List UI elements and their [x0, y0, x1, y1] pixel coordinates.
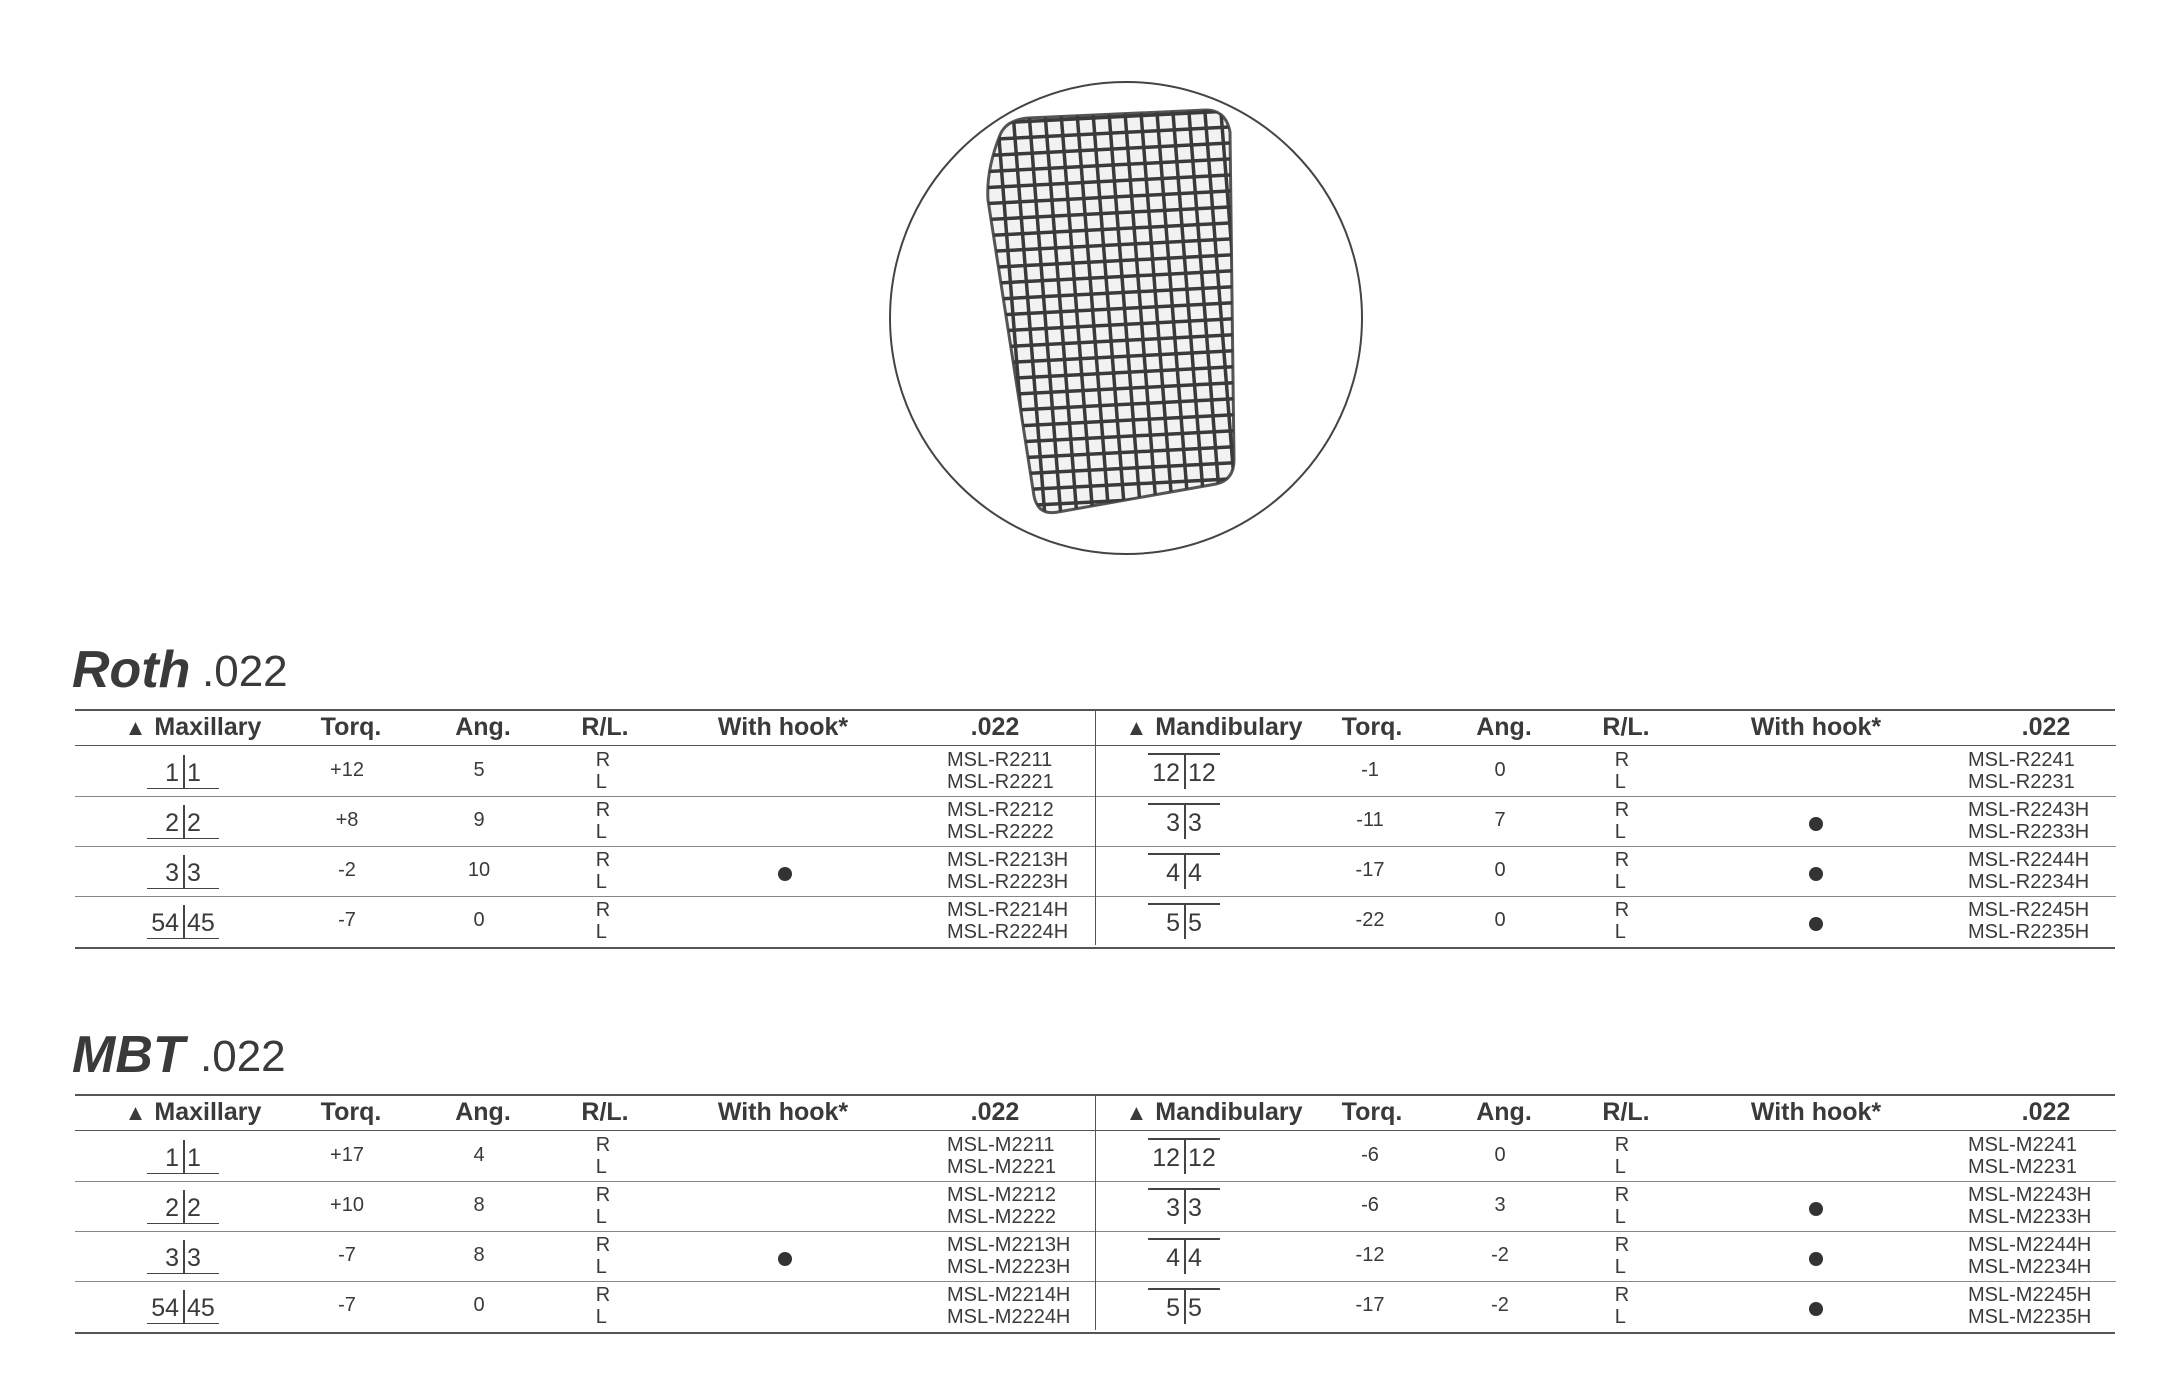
side-right: R — [595, 799, 611, 821]
side-left: L — [595, 1206, 607, 1228]
side-right: R — [1614, 749, 1630, 771]
side-rl — [596, 849, 610, 893]
tooth-number-right: 3 — [1188, 809, 1202, 837]
column-header: .022 — [970, 1098, 1020, 1126]
product-code-left: MSL-R2233H — [1968, 821, 2090, 843]
product-code-left: MSL-M2222 — [947, 1206, 1056, 1228]
product-code-left: MSL-R2231 — [1968, 771, 2075, 793]
side-left: L — [595, 821, 607, 843]
side-rl — [1615, 749, 1629, 793]
column-header: Torq. — [1341, 1098, 1403, 1126]
angulation-value: 0 — [473, 909, 485, 931]
column-header: R/L. — [581, 1098, 629, 1126]
tooth-number-left: 3 — [1166, 809, 1180, 837]
tooth-number — [1148, 753, 1220, 789]
torque-value: +8 — [335, 809, 359, 831]
system-name: MBT — [72, 1026, 185, 1084]
product-code-right: MSL-M2211 — [947, 1134, 1055, 1156]
product-code-right: MSL-M2212 — [947, 1184, 1056, 1206]
tooth-number — [1148, 1188, 1220, 1224]
product-codes — [947, 749, 1054, 793]
side-rl — [1615, 799, 1629, 843]
column-header — [1125, 713, 1302, 742]
tooth-number-left: 1 — [165, 1144, 179, 1172]
table-row — [75, 1232, 1095, 1282]
product-code-left: MSL-M2231 — [1968, 1156, 2077, 1178]
product-codes — [947, 1134, 1056, 1178]
angulation-value: 7 — [1494, 809, 1506, 831]
angulation-value: 5 — [473, 759, 485, 781]
angulation-value: 4 — [473, 1144, 485, 1166]
column-header: R/L. — [1602, 1098, 1650, 1126]
maxillary-table — [75, 709, 1095, 945]
tooth-number-right: 4 — [1188, 1244, 1202, 1272]
side-right: R — [1614, 1184, 1630, 1206]
tooth-number-right: 5 — [1188, 909, 1202, 937]
table-header — [75, 1094, 1095, 1131]
column-header: Ang. — [455, 713, 511, 741]
tooth-number — [147, 853, 219, 889]
column-header-label: Mandibulary — [1155, 1098, 1303, 1126]
side-right: R — [595, 1234, 611, 1256]
side-right: R — [1614, 799, 1630, 821]
side-rl — [596, 899, 610, 943]
product-codes — [1968, 849, 2089, 893]
product-code-left: MSL-R2234H — [1968, 871, 2090, 893]
tooth-number-left: 4 — [1166, 859, 1180, 887]
side-right: R — [595, 1134, 611, 1156]
system-name: Roth — [72, 641, 191, 699]
side-right: R — [1614, 899, 1630, 921]
angulation-value: -2 — [1491, 1294, 1509, 1316]
tooth-number-left: 3 — [165, 859, 179, 887]
tooth-number — [1148, 903, 1220, 939]
torque-value: -17 — [1355, 1294, 1385, 1316]
side-left: L — [595, 871, 607, 893]
side-rl — [596, 1134, 610, 1178]
tooth-number-left: 54 — [151, 1294, 179, 1322]
column-header: R/L. — [581, 713, 629, 741]
maxillary-table — [75, 1094, 1095, 1330]
column-header: Torq. — [320, 713, 382, 741]
angulation-value: 8 — [473, 1244, 485, 1266]
side-rl — [596, 1284, 610, 1328]
product-codes — [947, 1284, 1070, 1328]
product-code-right: MSL-R2243H — [1968, 799, 2090, 821]
triangle-up-icon: ▲ — [124, 715, 147, 740]
tooth-number-left: 2 — [165, 1194, 179, 1222]
product-codes — [1968, 1184, 2091, 1228]
product-code-left: MSL-M2224H — [947, 1306, 1071, 1328]
angulation-value: -2 — [1491, 1244, 1509, 1266]
side-left: L — [595, 771, 607, 793]
product-code-left: MSL-R2223H — [947, 871, 1069, 893]
side-rl — [1615, 899, 1629, 943]
tooth-number — [147, 1288, 219, 1324]
product-code-right: MSL-R2211 — [947, 749, 1053, 771]
angulation-value: 0 — [1494, 909, 1506, 931]
tooth-number — [1148, 853, 1220, 889]
product-code-left: MSL-R2224H — [947, 921, 1069, 943]
product-codes — [947, 1184, 1056, 1228]
side-left: L — [1614, 1206, 1626, 1228]
tooth-number-right: 1 — [187, 1144, 201, 1172]
tooth-number-right: 2 — [187, 809, 201, 837]
product-code-right: MSL-R2212 — [947, 799, 1054, 821]
torque-value: -22 — [1355, 909, 1385, 931]
side-rl — [1615, 1284, 1629, 1328]
angulation-value: 10 — [467, 859, 491, 881]
angulation-value: 0 — [1494, 859, 1506, 881]
tooth-number-right: 5 — [1188, 1294, 1202, 1322]
side-left: L — [595, 921, 607, 943]
torque-value: -7 — [338, 1294, 356, 1316]
tooth-number-right: 45 — [187, 909, 215, 937]
side-left: L — [1614, 871, 1626, 893]
tooth-number-left: 5 — [1166, 1294, 1180, 1322]
table-row — [75, 747, 1095, 797]
side-right: R — [595, 1284, 611, 1306]
table-row — [75, 797, 1095, 847]
side-left: L — [1614, 1306, 1626, 1328]
mandibulary-table — [1095, 709, 2116, 945]
product-code-right: MSL-R2241 — [1968, 749, 2075, 771]
filled-dot-icon — [1809, 1202, 1823, 1216]
tooth-number-right: 3 — [1188, 1194, 1202, 1222]
tooth-number — [147, 753, 219, 789]
product-code-right: MSL-R2244H — [1968, 849, 2090, 871]
tooth-number-right: 12 — [1188, 759, 1216, 787]
side-rl — [1615, 849, 1629, 893]
tooth-number-right: 4 — [1188, 859, 1202, 887]
bracket-mesh-pad-figure — [888, 80, 1364, 556]
table-row — [1096, 1132, 2116, 1182]
product-code-left: MSL-M2234H — [1968, 1256, 2092, 1278]
tooth-number — [147, 1238, 219, 1274]
torque-value: -7 — [338, 909, 356, 931]
side-left: L — [595, 1306, 607, 1328]
column-header — [1125, 1098, 1302, 1127]
column-header: R/L. — [1602, 713, 1650, 741]
tooth-number-left: 12 — [1152, 759, 1180, 787]
side-rl — [596, 1184, 610, 1228]
angulation-value: 3 — [1494, 1194, 1506, 1216]
side-left: L — [1614, 821, 1626, 843]
tooth-number-right: 1 — [187, 759, 201, 787]
filled-dot-icon — [778, 867, 792, 881]
side-right: R — [1614, 1284, 1630, 1306]
table-header — [75, 709, 1095, 746]
slot-size: .022 — [202, 647, 288, 696]
column-header: .022 — [2021, 713, 2071, 741]
side-rl — [1615, 1134, 1629, 1178]
table-row — [1096, 747, 2116, 797]
table-row — [1096, 797, 2116, 847]
tooth-number-left: 12 — [1152, 1144, 1180, 1172]
torque-value: -7 — [338, 1244, 356, 1266]
section-title — [72, 635, 2114, 705]
side-right: R — [595, 749, 611, 771]
table-row — [75, 897, 1095, 946]
angulation-value: 8 — [473, 1194, 485, 1216]
tooth-number-left: 3 — [1166, 1194, 1180, 1222]
tooth-number-left: 1 — [165, 759, 179, 787]
side-right: R — [1614, 1134, 1630, 1156]
product-code-right: MSL-M2241 — [1968, 1134, 2077, 1156]
side-left: L — [595, 1256, 607, 1278]
column-header: Torq. — [320, 1098, 382, 1126]
product-code-right: MSL-R2213H — [947, 849, 1069, 871]
column-header: With hook* — [717, 713, 849, 741]
torque-value: -12 — [1355, 1244, 1385, 1266]
column-header: Ang. — [1476, 1098, 1532, 1126]
side-right: R — [1614, 849, 1630, 871]
mandibulary-table — [1095, 1094, 2116, 1330]
side-rl — [596, 799, 610, 843]
table-row — [75, 1132, 1095, 1182]
table-row — [1096, 1232, 2116, 1282]
tooth-number — [147, 1138, 219, 1174]
column-header: .022 — [970, 713, 1020, 741]
roth-section — [72, 635, 2114, 943]
table-header — [1096, 709, 2116, 746]
column-header — [125, 1098, 262, 1127]
tooth-number — [1148, 1138, 1220, 1174]
product-codes — [1968, 1284, 2091, 1328]
torque-value: +17 — [330, 1144, 364, 1166]
angulation-value: 0 — [1494, 759, 1506, 781]
triangle-up-icon: ▲ — [1125, 715, 1148, 740]
side-rl — [1615, 1184, 1629, 1228]
product-code-left: MSL-M2223H — [947, 1256, 1071, 1278]
tooth-number-left: 5 — [1166, 909, 1180, 937]
side-right: R — [595, 1184, 611, 1206]
column-header-label: Mandibulary — [1155, 713, 1303, 741]
product-codes — [1968, 1134, 2077, 1178]
torque-value: -17 — [1355, 859, 1385, 881]
product-code-left: MSL-M2221 — [947, 1156, 1056, 1178]
tooth-number-left: 4 — [1166, 1244, 1180, 1272]
tooth-number-left: 2 — [165, 809, 179, 837]
side-right: R — [1614, 1234, 1630, 1256]
tooth-number-right: 3 — [187, 859, 201, 887]
torque-value: +12 — [330, 759, 364, 781]
tooth-number — [1148, 803, 1220, 839]
tooth-number-right: 3 — [187, 1244, 201, 1272]
side-left: L — [1614, 1256, 1626, 1278]
product-code-left: MSL-R2221 — [947, 771, 1054, 793]
side-left: L — [595, 1156, 607, 1178]
mbt-section — [72, 1020, 2114, 1328]
tooth-number — [147, 1188, 219, 1224]
triangle-up-icon: ▲ — [1125, 1100, 1148, 1125]
product-code-right: MSL-M2244H — [1968, 1234, 2092, 1256]
section-title — [72, 1020, 2114, 1090]
table-row — [1096, 1182, 2116, 1232]
angulation-value: 9 — [473, 809, 485, 831]
column-header — [125, 713, 262, 742]
torque-value: -2 — [338, 859, 356, 881]
tooth-number — [1148, 1288, 1220, 1324]
tooth-number-right: 45 — [187, 1294, 215, 1322]
side-rl — [1615, 1234, 1629, 1278]
filled-dot-icon — [1809, 1252, 1823, 1266]
product-code-right: MSL-M2243H — [1968, 1184, 2092, 1206]
side-left: L — [1614, 1156, 1626, 1178]
product-code-left: MSL-M2235H — [1968, 1306, 2092, 1328]
column-header: .022 — [2021, 1098, 2071, 1126]
side-right: R — [595, 899, 611, 921]
tooth-number — [1148, 1238, 1220, 1274]
triangle-up-icon: ▲ — [124, 1100, 147, 1125]
product-codes — [1968, 749, 2075, 793]
column-header: With hook* — [1750, 713, 1882, 741]
side-left: L — [1614, 771, 1626, 793]
side-rl — [596, 1234, 610, 1278]
table-row — [1096, 897, 2116, 946]
side-right: R — [595, 849, 611, 871]
product-code-right: MSL-R2245H — [1968, 899, 2090, 921]
filled-dot-icon — [1809, 817, 1823, 831]
angulation-value: 0 — [1494, 1144, 1506, 1166]
torque-value: -6 — [1361, 1144, 1379, 1166]
table-row — [1096, 1282, 2116, 1331]
tooth-number — [147, 903, 219, 939]
tooth-number — [147, 803, 219, 839]
filled-dot-icon — [778, 1252, 792, 1266]
product-code-right: MSL-R2214H — [947, 899, 1069, 921]
product-codes — [947, 799, 1054, 843]
table-row — [75, 1282, 1095, 1331]
product-codes — [947, 1234, 1070, 1278]
torque-value: -6 — [1361, 1194, 1379, 1216]
product-code-right: MSL-M2245H — [1968, 1284, 2092, 1306]
filled-dot-icon — [1809, 917, 1823, 931]
product-codes — [947, 899, 1068, 943]
torque-value: -1 — [1361, 759, 1379, 781]
column-header: With hook* — [717, 1098, 849, 1126]
column-header: Ang. — [1476, 713, 1532, 741]
tooth-number-right: 2 — [187, 1194, 201, 1222]
torque-value: -11 — [1356, 809, 1384, 831]
column-header-label: Maxillary — [154, 713, 262, 741]
product-codes — [1968, 899, 2089, 943]
side-rl — [596, 749, 610, 793]
column-header: Ang. — [455, 1098, 511, 1126]
table-row — [75, 847, 1095, 897]
tooth-number-right: 12 — [1188, 1144, 1216, 1172]
product-code-left: MSL-M2233H — [1968, 1206, 2092, 1228]
side-left: L — [1614, 921, 1626, 943]
angulation-value: 0 — [473, 1294, 485, 1316]
product-codes — [1968, 799, 2089, 843]
filled-dot-icon — [1809, 867, 1823, 881]
table-header — [1096, 1094, 2116, 1131]
filled-dot-icon — [1809, 1302, 1823, 1316]
torque-value: +10 — [330, 1194, 364, 1216]
tooth-number-left: 3 — [165, 1244, 179, 1272]
tooth-number-left: 54 — [151, 909, 179, 937]
product-code-left: MSL-R2222 — [947, 821, 1054, 843]
product-code-right: MSL-M2213H — [947, 1234, 1071, 1256]
product-codes — [947, 849, 1068, 893]
column-header-label: Maxillary — [154, 1098, 262, 1126]
table-row — [75, 1182, 1095, 1232]
column-header: With hook* — [1750, 1098, 1882, 1126]
table-row — [1096, 847, 2116, 897]
product-code-right: MSL-M2214H — [947, 1284, 1071, 1306]
product-codes — [1968, 1234, 2091, 1278]
slot-size: .022 — [200, 1032, 286, 1081]
column-header: Torq. — [1341, 713, 1403, 741]
product-code-left: MSL-R2235H — [1968, 921, 2090, 943]
